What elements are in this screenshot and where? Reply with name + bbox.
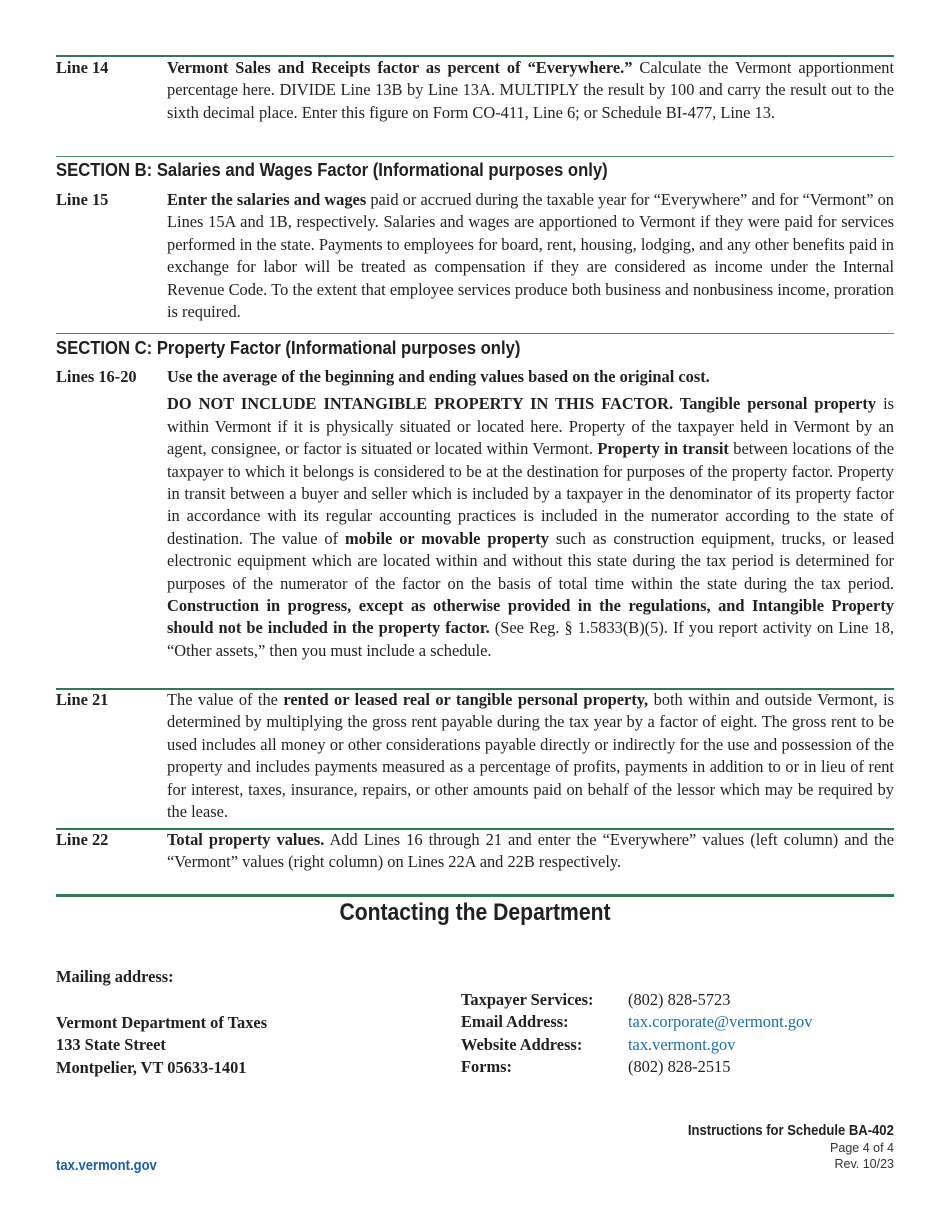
line-15-text — [167, 189, 894, 323]
bold-text: mobile or movable property — [344, 528, 549, 548]
line-21-entry — [56, 689, 894, 823]
contact-label: Website Address: — [461, 1034, 583, 1054]
contact-row — [461, 1011, 812, 1033]
line-22-text — [167, 829, 894, 874]
line-label: Line 22 — [56, 830, 109, 849]
contact-row — [461, 989, 812, 1011]
divider — [56, 156, 894, 157]
line-15-entry — [56, 189, 894, 323]
bold-lead: Enter the salaries and wages — [167, 190, 367, 209]
body-text: such as construction equipment, trucks, or leased electronic equipment which are located within and without this state during the tax period is determined for purposes of the numerator of the factor on the basis of total time within the state during the tax period. — [167, 528, 895, 593]
divider — [56, 894, 894, 897]
bold-lead: Use the average of the beginning and ending values based on the original cost. — [167, 367, 710, 386]
footer-rev: Rev. 10/23 — [834, 1157, 894, 1171]
bold-text: Property in transit — [597, 439, 729, 459]
body-text: between locations of the taxpayer to which it belongs is considered to be at the destination for purposes of the property factor. Property in transit between a buyer and seller which is included by a taxpayer in the denominator of its property factor in accordance with its regular accounting practices is included in the numerator according to the state of destination. The value of — [167, 439, 894, 548]
contact-table — [461, 989, 812, 1079]
contact-label: Forms: — [461, 1057, 512, 1077]
address-line: Montpelier, VT 05633-1401 — [56, 1057, 247, 1077]
bold-lead: Total property values. — [167, 830, 325, 849]
line-14-entry — [56, 57, 894, 124]
website-link[interactable]: tax.vermont.gov — [628, 1034, 736, 1054]
divider — [56, 333, 894, 334]
line-label: Lines 16-20 — [56, 367, 137, 386]
contact-label: Taxpayer Services: — [461, 990, 594, 1009]
footer-page: Page 4 of 4 — [830, 1141, 894, 1155]
line-21-text — [167, 689, 894, 823]
body-text: Calculate the Vermont apportionment percentage here. DIVIDE Line 13B by Line 13A. MULTIPLY the result by 100 and carry the result out to the sixth decimal place. Enter this figure on Form CO-411, Line 6; or Schedule BI-477, Line 13. — [167, 58, 894, 122]
bold-lead: Vermont Sales and Receipts factor as percent of “Everywhere.” — [167, 58, 633, 77]
line-22-entry — [56, 829, 894, 874]
bold-text: Construction in progress, except as otherwise provided in the regulations, and Intangible Property should not be included in the property factor. — [167, 596, 894, 638]
section-c-title: SECTION C: Property Factor (Informational purposes only) — [56, 337, 521, 358]
body-text: paid or accrued during the taxable year for “Everywhere” and for “Vermont” on Lines 15A and 1B, respectively. Salaries and wages are apportioned to Vermont if they were paid for services performed in the state. Payments to employees for board, rent, housing, lodging, and any other benefits paid in exchange for labor will be treated as compensation if they are considered as income under the Internal Revenue Code. To the extent that employee services produce both business and nonbusiness income, proration is required. — [167, 190, 894, 322]
bold-text: rented or leased real or tangible personal property, — [283, 690, 649, 709]
contact-label: Email Address: — [461, 1012, 569, 1032]
lines-16-20-text — [167, 366, 894, 662]
body-text: (See Reg. § 1.5833(B)(5). If you report activity on Line 18, “Other assets,” then you must include a schedule. — [167, 618, 894, 660]
lines-16-20-entry — [56, 366, 894, 662]
email-link[interactable]: tax.corporate@vermont.gov — [628, 1012, 813, 1032]
footer-info — [665, 1122, 894, 1172]
footer-site-link[interactable]: tax.vermont.gov — [56, 1158, 157, 1174]
line-label: Line 14 — [56, 58, 109, 77]
line-label: Line 21 — [56, 690, 109, 709]
body-text: Add Lines 16 through 21 and enter the “Everywhere” values (left column) and the “Vermont” values (right column) on Lines 22A and 22B respectively. — [167, 830, 894, 872]
line-label: Line 15 — [56, 190, 109, 209]
line-14-text — [167, 57, 894, 124]
contact-row — [461, 1034, 812, 1056]
body-text: both within and outside Vermont, is determined by multiplying the gross rent payable during the tax year by a factor of eight. The gross rent to be used includes all money or other considerations payable directly or indirectly for the use and possession of the property and includes payments measured as a percentage of profits, payments in addition to or in lieu of rent for interest, taxes, insurance, repairs, or other amounts paid on behalf of the lessor which may be required by the lease. — [167, 690, 894, 822]
bold-text: DO NOT INCLUDE INTANGIBLE PROPERTY IN THIS FACTOR. Tangible personal property — [167, 394, 877, 414]
body-text: is within Vermont if it is physically situated or located here. Property of the taxpayer held in Vermont by an agent, consignee, or factor is situated or located within Vermont. — [167, 394, 895, 459]
contact-heading: Contacting the Department — [339, 899, 611, 926]
mailing-address — [56, 1012, 267, 1079]
footer-title: Instructions for Schedule BA-402 — [688, 1123, 894, 1139]
forms-phone-value: (802) 828-2515 — [628, 1057, 731, 1077]
section-b-title: SECTION B: Salaries and Wages Factor (Informational purposes only) — [56, 159, 608, 180]
body-text: The value of the — [167, 690, 284, 709]
phone-value: (802) 828-5723 — [628, 990, 731, 1009]
address-line: 133 State Street — [56, 1035, 166, 1055]
contact-row — [461, 1056, 812, 1078]
mailing-label: Mailing address: — [56, 967, 174, 986]
address-line: Vermont Department of Taxes — [56, 1013, 268, 1032]
